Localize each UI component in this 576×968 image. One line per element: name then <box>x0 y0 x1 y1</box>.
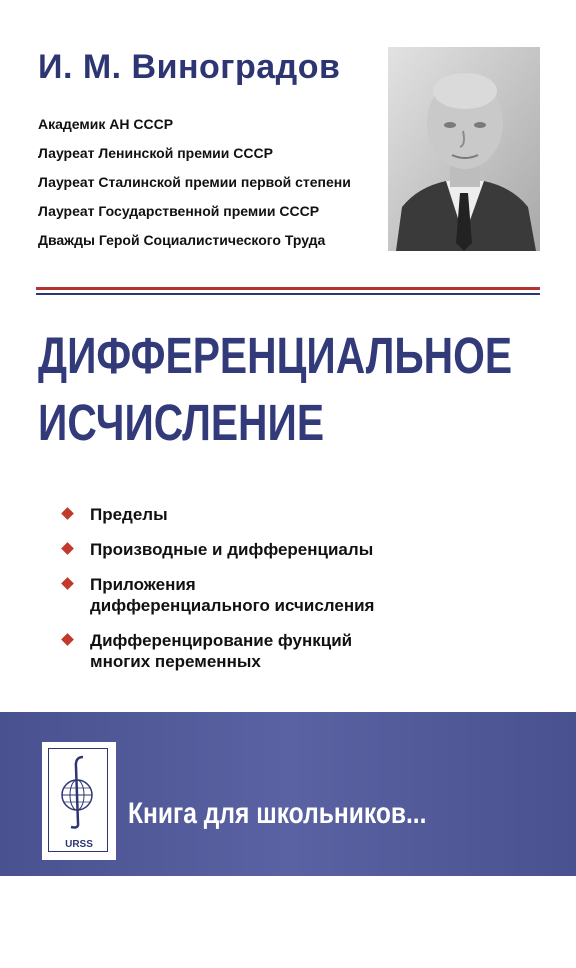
divider-red <box>36 287 540 290</box>
diamond-bullet-icon <box>61 633 74 646</box>
book-title-line1: ДИФФЕРЕНЦИАЛЬНОЕ <box>38 327 513 384</box>
topic-item <box>60 504 374 525</box>
author-title-1: Академик АН СССР <box>38 116 174 132</box>
topic-item <box>60 630 374 672</box>
topic-item <box>60 539 374 560</box>
diamond-bullet-icon <box>61 507 74 520</box>
slogan-line1: Книга для школьников... <box>128 797 427 830</box>
divider-blue <box>36 293 540 295</box>
publisher-logo-text: URSS <box>65 839 93 850</box>
diamond-bullet-icon <box>61 542 74 555</box>
book-title-line2: ИСЧИСЛЕНИЕ <box>38 394 325 451</box>
topic-text: Приложения дифференциального исчисления <box>90 575 375 615</box>
portrait-image <box>388 47 540 251</box>
author-titles <box>38 114 351 259</box>
topic-item <box>60 574 374 616</box>
author-title-5: Дважды Герой Социалистического Труда <box>38 232 326 248</box>
publisher-logo <box>42 742 116 860</box>
topic-list <box>60 504 374 686</box>
author-title-2: Лауреат Ленинской премии СССР <box>38 145 273 161</box>
topic-text: Производные и дифференциалы <box>90 540 374 559</box>
author-name: И. М. Виноградов <box>38 48 341 86</box>
author-title-3: Лауреат Сталинской премии первой степени <box>38 174 351 190</box>
topic-text: Пределы <box>90 505 168 524</box>
logo-frame <box>48 748 108 852</box>
diamond-bullet-icon <box>61 577 74 590</box>
topic-text: Дифференцирование функций многих переменных <box>90 631 353 671</box>
slogan <box>128 748 426 968</box>
book-title <box>38 322 513 456</box>
author-portrait <box>388 47 540 251</box>
author-title-4: Лауреат Государственной премии СССР <box>38 203 320 219</box>
slogan-line2: И НЕ ТОЛЬКО! <box>128 885 304 918</box>
globe-icon <box>49 749 106 829</box>
